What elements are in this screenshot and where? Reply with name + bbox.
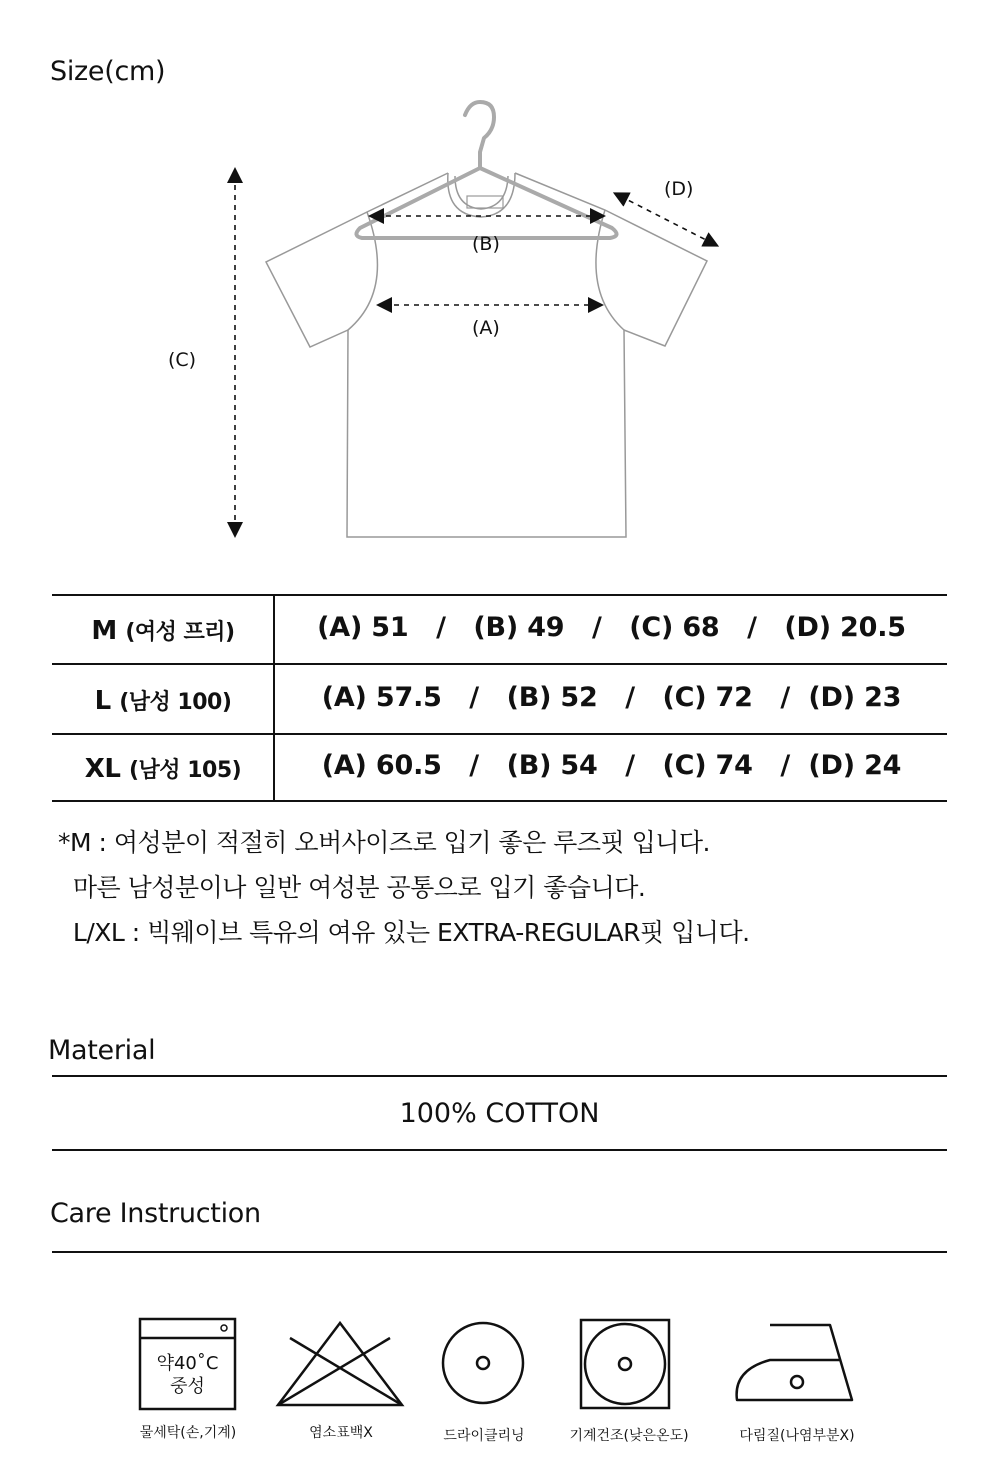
material-heading: Material (48, 1035, 156, 1066)
dry-clean-icon (443, 1323, 523, 1403)
table-row-label: L (남성 100) (94, 686, 232, 716)
table-row-values: (A) 51 / (B) 49 / (C) 68 / (D) 20.5 (317, 612, 906, 643)
material-line-bottom (52, 1149, 947, 1151)
care-label-dry-clean: 드라이클리닝 (443, 1428, 525, 1444)
fit-note: *M : 여성분이 적절히 오버사이즈로 입기 좋은 루즈핏 입니다. (58, 828, 710, 857)
iron-icon (737, 1325, 852, 1400)
care-label-no-bleach: 염소표백X (309, 1425, 373, 1441)
tshirt-size-diagram (0, 90, 1000, 560)
tshirt-outline (266, 173, 707, 537)
size-heading: Size(cm) (50, 56, 166, 87)
material-line-top (52, 1075, 947, 1077)
wash-icon-text: 약40˚C 중성 (156, 1353, 219, 1397)
fit-note: L/XL : 빅웨이브 특유의 여유 있는 EXTRA-REGULAR핏 입니다. (58, 918, 750, 947)
table-row-label: M (여성 프리) (91, 616, 235, 646)
care-label-tumble-dry: 기계건조(낮은온도) (569, 1428, 689, 1444)
table-line-top (52, 594, 947, 596)
dim-label-c: (C) (168, 349, 197, 371)
material-value: 100% COTTON (399, 1098, 600, 1129)
table-line (52, 663, 947, 665)
fit-note: 마른 남성분이나 일반 여성분 공통으로 입기 좋습니다. (58, 873, 646, 902)
dim-label-b: (B) (472, 233, 500, 255)
tumble-dry-icon (581, 1320, 669, 1408)
care-line (52, 1251, 947, 1253)
table-line-bottom (52, 800, 947, 802)
hanger-shape (356, 102, 616, 238)
table-row-values: (A) 60.5 / (B) 54 / (C) 74 / (D) 24 (321, 750, 902, 781)
no-bleach-icon (278, 1323, 402, 1405)
dim-label-a: (A) (472, 317, 500, 339)
table-row-label: XL (남성 105) (84, 754, 242, 784)
care-heading: Care Instruction (50, 1198, 261, 1229)
care-label-hand-wash: 물세탁(손,기계) (139, 1425, 237, 1441)
dim-label-d: (D) (664, 178, 694, 200)
care-label-iron: 다림질(나염부분X) (739, 1428, 855, 1444)
table-line (52, 733, 947, 735)
table-row-values: (A) 57.5 / (B) 52 / (C) 72 / (D) 23 (321, 682, 902, 713)
